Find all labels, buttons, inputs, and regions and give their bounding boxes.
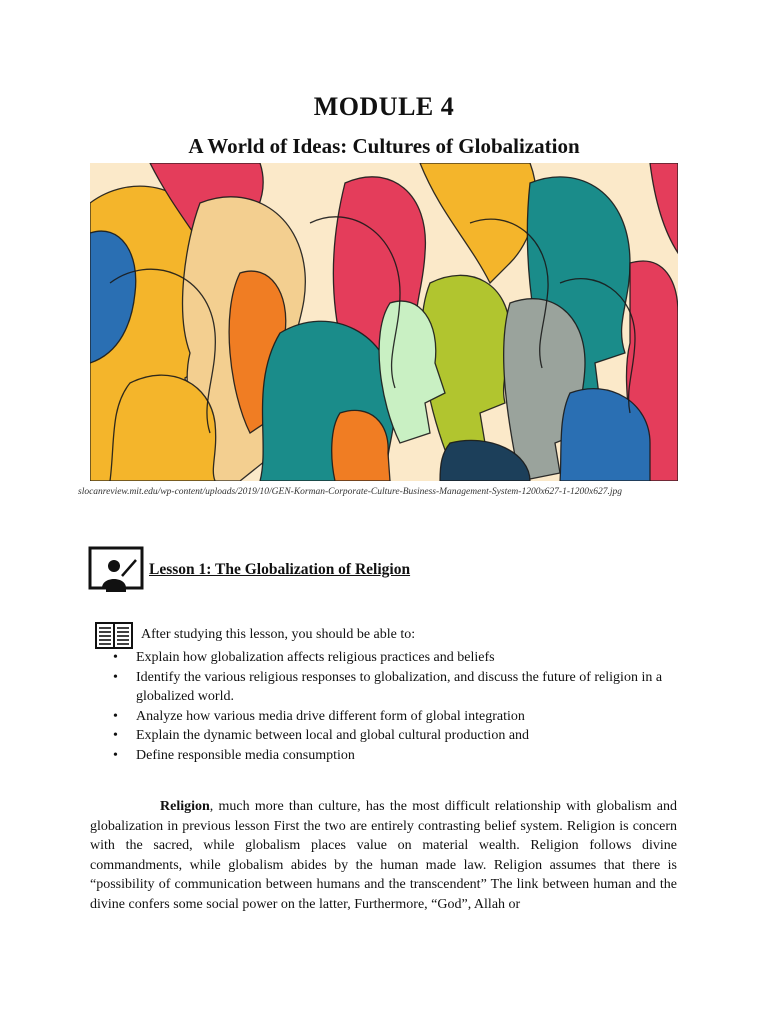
silhouette-heads-image <box>90 163 678 481</box>
paragraph-text: , much more than culture, has the most difficult relationship with globalism and globalization in previous lesson First the two are entirely contrasting belief system. Religion is concern with the sacred, while globalism places value on material wealth. Religion follows divine commandments, while globalism abides by the human made law. Religion assumes that there is “possibility of communication between humans and the transcendent” The link between human and the divine confers some social power on the latter, Furthermore, “God”, Allah or <box>90 799 677 912</box>
image-source-caption: slocanreview.mit.edu/wp-content/uploads/2019/10/GEN-Korman-Corporate-Culture-Business-Management-System-1200x627-1-1200x627.jpg <box>78 487 622 497</box>
list-item: • Explain how globalization affects religious practices and beliefs <box>113 648 683 668</box>
open-book-icon <box>95 620 133 650</box>
lesson-title: Lesson 1: The Globalization of Religion <box>149 561 411 578</box>
cultures-illustration <box>90 163 678 481</box>
body-paragraph <box>90 797 677 915</box>
objectives-intro: After studying this lesson, you should be able to: <box>141 627 416 642</box>
objectives-list <box>113 648 683 766</box>
list-item: • Identify the various religious responses to globalization, and discuss the future of religion in a globalized world. <box>113 668 683 707</box>
module-subtitle: A World of Ideas: Cultures of Globalization <box>188 134 580 158</box>
paragraph-lead-term: Religion <box>160 799 210 814</box>
module-title: MODULE 4 <box>313 92 455 121</box>
presentation-board-icon <box>88 546 144 594</box>
list-item: • Analyze how various media drive different form of global integration <box>113 707 683 727</box>
list-item: • Define responsible media consumption <box>113 746 683 766</box>
list-item: • Explain the dynamic between local and global cultural production and <box>113 726 683 746</box>
